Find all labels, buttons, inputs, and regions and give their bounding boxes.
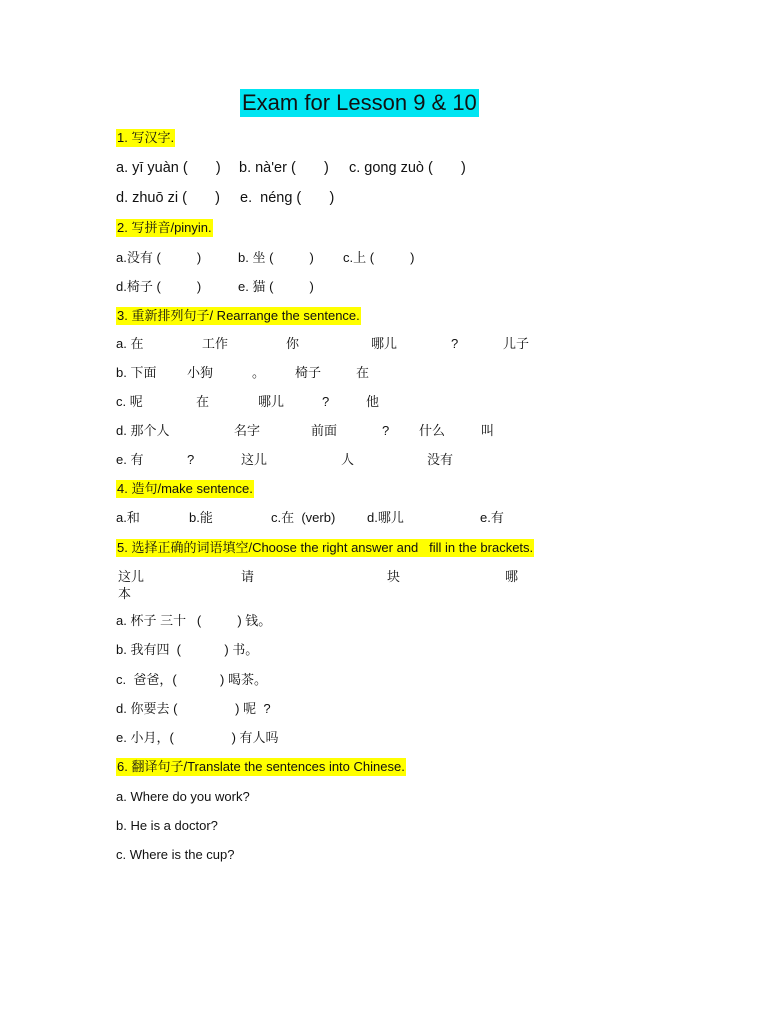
s3-word: ? (451, 336, 459, 351)
s3-word: 没有 (427, 452, 454, 467)
s3-word: 儿子 (503, 336, 530, 351)
section-3-heading: 3. 重新排列句子/ Rearrange the sentence. (117, 308, 360, 323)
s3-word: 叫 (481, 423, 495, 438)
section-6-heading: 6. 翻译句子/Translate the sentences into Chinese. (117, 759, 405, 774)
s4-item: e.有 (480, 510, 504, 525)
s2-item-c: c.上 ( ) (343, 250, 415, 265)
s3-word: c. 呢 (116, 394, 143, 409)
s5-word-choice: 哪 (505, 569, 519, 584)
s1-item-e: e. néng ( ) (240, 190, 335, 206)
s5-word-choice: 块 (387, 569, 401, 584)
s5-item: d. 你要去 ( ) 呢 ? (116, 701, 271, 716)
s3-word: 前面 (311, 423, 338, 438)
s5-item: b. 我有四 ( ) 书。 (116, 642, 259, 657)
s3-word: 在 (356, 365, 370, 380)
s5-word-choice: 请 (241, 569, 255, 584)
s3-word: 。 (252, 365, 266, 380)
section-5-heading: 5. 选择正确的词语填空/Choose the right answer and fill in the brackets. (117, 540, 534, 555)
s3-word: b. 下面 (116, 365, 157, 380)
s5-word-choice: 本 (118, 586, 132, 601)
s1-item-d: d. zhuō zi ( ) (116, 190, 220, 206)
s1-item-c: c. gong zuò ( ) (349, 160, 466, 176)
s6-item: a. Where do you work? (116, 789, 250, 804)
s3-word: 在 (196, 394, 210, 409)
s3-word: a. 在 (116, 336, 144, 351)
s3-word: 哪儿 (371, 336, 398, 351)
s4-item: c.在 (verb) (271, 510, 336, 525)
s3-word: 这儿 (241, 452, 268, 467)
s3-word: ? (382, 423, 390, 438)
s2-item-d: d.椅子 ( ) (116, 279, 202, 294)
s2-item-a: a.没有 ( ) (116, 250, 202, 265)
section-4-heading: 4. 造句/make sentence. (117, 481, 253, 496)
s4-item: a.和 (116, 510, 140, 525)
s3-word: 小狗 (187, 365, 214, 380)
s2-item-b: b. 坐 ( ) (238, 250, 314, 265)
s3-word: 他 (366, 394, 380, 409)
s4-item: d.哪儿 (367, 510, 404, 525)
s1-item-a: a. yī yuàn ( ) (116, 160, 221, 176)
section-2-heading: 2. 写拼音/pinyin. (117, 220, 212, 235)
s5-item: a. 杯子 三十 ( ) 钱。 (116, 613, 272, 628)
s6-item: c. Where is the cup? (116, 847, 235, 862)
s3-word: 人 (341, 452, 355, 467)
s4-item: b.能 (189, 510, 213, 525)
s3-word: d. 那个人 (116, 423, 170, 438)
s3-word: 名字 (234, 423, 261, 438)
s5-item: e. 小月，( ) 有人吗 (116, 730, 279, 745)
exam-title: Exam for Lesson 9 & 10 (242, 90, 477, 115)
s5-item: c. 爸爸，( ) 喝茶。 (116, 672, 267, 687)
s1-item-b: b. nà'er ( ) (239, 160, 329, 176)
s3-word: ? (187, 452, 195, 467)
s3-word: 你 (286, 336, 300, 351)
s3-word: 椅子 (295, 365, 322, 380)
s3-word: 工作 (202, 336, 229, 351)
s3-word: e. 有 (116, 452, 144, 467)
s3-word: 什么 (419, 423, 446, 438)
s6-item: b. He is a doctor? (116, 818, 218, 833)
s3-word: ? (322, 394, 330, 409)
section-1-heading: 1. 写汉字. (117, 130, 175, 145)
s3-word: 哪儿 (258, 394, 285, 409)
s2-item-e: e. 猫 ( ) (238, 279, 314, 294)
s5-word-choice: 这儿 (118, 569, 145, 584)
